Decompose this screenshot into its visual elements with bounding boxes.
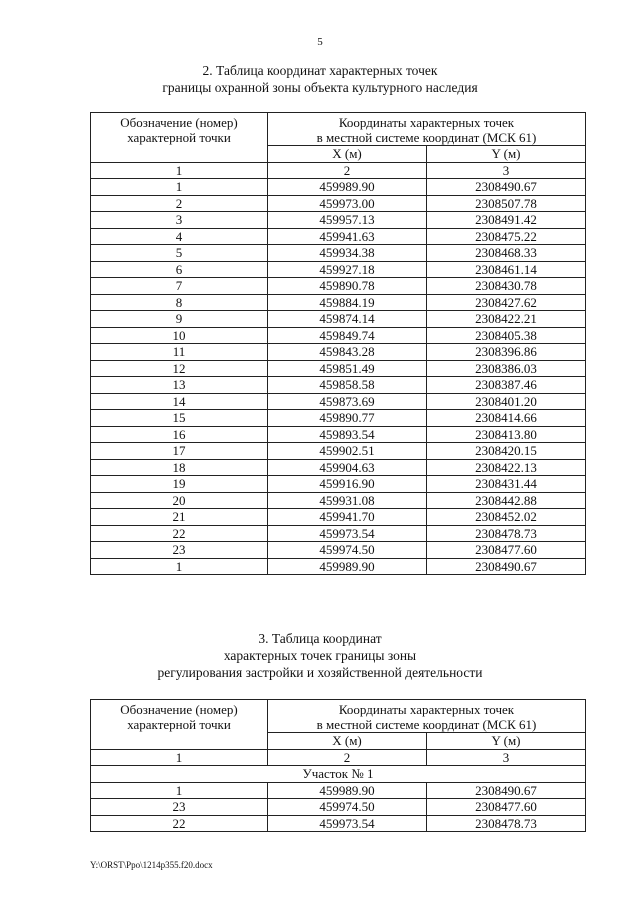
y-coordinate-cell: 2308422.13 <box>427 459 586 476</box>
point-number-cell: 12 <box>91 360 268 377</box>
table3 <box>90 699 586 832</box>
y-coordinate-cell: 2308477.60 <box>427 542 586 559</box>
x-coordinate-cell: 459941.63 <box>268 228 427 245</box>
y-coordinate-cell: 2308387.46 <box>427 377 586 394</box>
y-coordinate-cell: 2308478.73 <box>427 815 586 832</box>
point-number-cell: 19 <box>91 476 268 493</box>
table-row <box>91 799 586 816</box>
y-coordinate-cell: 2308475.22 <box>427 228 586 245</box>
numbering-cell: 2 <box>268 162 427 179</box>
table-row <box>91 179 586 196</box>
y-coordinate-cell: 2308452.02 <box>427 509 586 526</box>
table-row <box>91 360 586 377</box>
column-header-y: Y (м) <box>427 146 586 163</box>
point-number-cell: 7 <box>91 278 268 295</box>
table-row <box>91 294 586 311</box>
x-coordinate-cell: 459902.51 <box>268 443 427 460</box>
point-number-cell: 22 <box>91 525 268 542</box>
column-header-point: Обозначение (номер) характерной точки <box>91 113 268 163</box>
y-coordinate-cell: 2308478.73 <box>427 525 586 542</box>
y-coordinate-cell: 2308490.67 <box>427 558 586 575</box>
point-number-cell: 17 <box>91 443 268 460</box>
point-number-cell: 20 <box>91 492 268 509</box>
file-path-footer: Y:\ORST\Ppo\1214p355.f20.docx <box>90 860 213 870</box>
column-header-x: X (м) <box>268 146 427 163</box>
x-coordinate-cell: 459974.50 <box>268 542 427 559</box>
point-number-cell: 16 <box>91 426 268 443</box>
table-row <box>91 815 586 832</box>
table3-title <box>0 630 640 681</box>
table-row <box>91 525 586 542</box>
table-row <box>91 195 586 212</box>
x-coordinate-cell: 459989.90 <box>268 179 427 196</box>
point-number-cell: 22 <box>91 815 268 832</box>
table-row <box>91 377 586 394</box>
point-number-cell: 4 <box>91 228 268 245</box>
x-coordinate-cell: 459931.08 <box>268 492 427 509</box>
table-row <box>91 212 586 229</box>
table-row <box>91 782 586 799</box>
column-header-y: Y (м) <box>427 733 586 750</box>
point-number-cell: 15 <box>91 410 268 427</box>
point-number-cell: 9 <box>91 311 268 328</box>
y-coordinate-cell: 2308422.21 <box>427 311 586 328</box>
y-coordinate-cell: 2308420.15 <box>427 443 586 460</box>
numbering-cell: 1 <box>91 162 268 179</box>
page-number: 5 <box>317 36 323 48</box>
x-coordinate-cell: 459957.13 <box>268 212 427 229</box>
y-coordinate-cell: 2308490.67 <box>427 782 586 799</box>
column-header-coordinates: Координаты характерных точек в местной системе координат (МСК 61) <box>268 700 586 733</box>
point-number-cell: 8 <box>91 294 268 311</box>
y-coordinate-cell: 2308477.60 <box>427 799 586 816</box>
x-coordinate-cell: 459934.38 <box>268 245 427 262</box>
x-coordinate-cell: 459904.63 <box>268 459 427 476</box>
table2-title-line: границы охранной зоны объекта культурного наследия <box>162 80 478 95</box>
table-row <box>91 558 586 575</box>
y-coordinate-cell: 2308431.44 <box>427 476 586 493</box>
numbering-cell: 1 <box>91 749 268 766</box>
point-number-cell: 10 <box>91 327 268 344</box>
column-header-x: X (м) <box>268 733 427 750</box>
x-coordinate-cell: 459973.54 <box>268 525 427 542</box>
table2-title <box>0 62 640 96</box>
x-coordinate-cell: 459893.54 <box>268 426 427 443</box>
point-number-cell: 13 <box>91 377 268 394</box>
x-coordinate-cell: 459858.58 <box>268 377 427 394</box>
table-row <box>91 327 586 344</box>
y-coordinate-cell: 2308430.78 <box>427 278 586 295</box>
y-coordinate-cell: 2308413.80 <box>427 426 586 443</box>
numbering-cell: 3 <box>427 162 586 179</box>
table2-title-line: 2. Таблица координат характерных точек <box>202 63 438 78</box>
table-row <box>91 426 586 443</box>
x-coordinate-cell: 459974.50 <box>268 799 427 816</box>
x-coordinate-cell: 459851.49 <box>268 360 427 377</box>
table-row <box>91 459 586 476</box>
table2 <box>90 112 586 575</box>
y-coordinate-cell: 2308401.20 <box>427 393 586 410</box>
table-row <box>91 311 586 328</box>
x-coordinate-cell: 459916.90 <box>268 476 427 493</box>
x-coordinate-cell: 459874.14 <box>268 311 427 328</box>
point-number-cell: 18 <box>91 459 268 476</box>
x-coordinate-cell: 459989.90 <box>268 782 427 799</box>
y-coordinate-cell: 2308490.67 <box>427 179 586 196</box>
point-number-cell: 14 <box>91 393 268 410</box>
numbering-cell: 3 <box>427 749 586 766</box>
y-coordinate-cell: 2308442.88 <box>427 492 586 509</box>
y-coordinate-cell: 2308427.62 <box>427 294 586 311</box>
table-row <box>91 344 586 361</box>
x-coordinate-cell: 459890.77 <box>268 410 427 427</box>
x-coordinate-cell: 459843.28 <box>268 344 427 361</box>
table3-title-line: регулирования застройки и хозяйственной деятельности <box>157 665 483 680</box>
y-coordinate-cell: 2308461.14 <box>427 261 586 278</box>
numbering-row <box>91 162 586 179</box>
table-row <box>91 245 586 262</box>
y-coordinate-cell: 2308468.33 <box>427 245 586 262</box>
point-number-cell: 1 <box>91 179 268 196</box>
table3-title-line: 3. Таблица координат <box>258 631 382 646</box>
table-row <box>91 393 586 410</box>
column-header-coordinates: Координаты характерных точек в местной системе координат (МСК 61) <box>268 113 586 146</box>
point-number-cell: 23 <box>91 799 268 816</box>
y-coordinate-cell: 2308414.66 <box>427 410 586 427</box>
point-number-cell: 23 <box>91 542 268 559</box>
table-row <box>91 542 586 559</box>
y-coordinate-cell: 2308386.03 <box>427 360 586 377</box>
subsection-label: Участок № 1 <box>91 766 586 783</box>
point-number-cell: 1 <box>91 782 268 799</box>
point-number-cell: 11 <box>91 344 268 361</box>
x-coordinate-cell: 459927.18 <box>268 261 427 278</box>
point-number-cell: 5 <box>91 245 268 262</box>
y-coordinate-cell: 2308405.38 <box>427 327 586 344</box>
y-coordinate-cell: 2308507.78 <box>427 195 586 212</box>
numbering-row <box>91 749 586 766</box>
table-row <box>91 492 586 509</box>
column-header-point: Обозначение (номер) характерной точки <box>91 700 268 750</box>
numbering-cell: 2 <box>268 749 427 766</box>
point-number-cell: 6 <box>91 261 268 278</box>
table-row <box>91 228 586 245</box>
table-row <box>91 476 586 493</box>
y-coordinate-cell: 2308396.86 <box>427 344 586 361</box>
x-coordinate-cell: 459989.90 <box>268 558 427 575</box>
x-coordinate-cell: 459973.54 <box>268 815 427 832</box>
x-coordinate-cell: 459849.74 <box>268 327 427 344</box>
table-row <box>91 278 586 295</box>
x-coordinate-cell: 459973.00 <box>268 195 427 212</box>
subsection-row <box>91 766 586 783</box>
point-number-cell: 21 <box>91 509 268 526</box>
point-number-cell: 1 <box>91 558 268 575</box>
x-coordinate-cell: 459884.19 <box>268 294 427 311</box>
table-row <box>91 261 586 278</box>
table3-title-line: характерных точек границы зоны <box>223 648 417 663</box>
point-number-cell: 2 <box>91 195 268 212</box>
x-coordinate-cell: 459873.69 <box>268 393 427 410</box>
table-row <box>91 509 586 526</box>
point-number-cell: 3 <box>91 212 268 229</box>
x-coordinate-cell: 459941.70 <box>268 509 427 526</box>
table-row <box>91 410 586 427</box>
table-row <box>91 443 586 460</box>
x-coordinate-cell: 459890.78 <box>268 278 427 295</box>
y-coordinate-cell: 2308491.42 <box>427 212 586 229</box>
